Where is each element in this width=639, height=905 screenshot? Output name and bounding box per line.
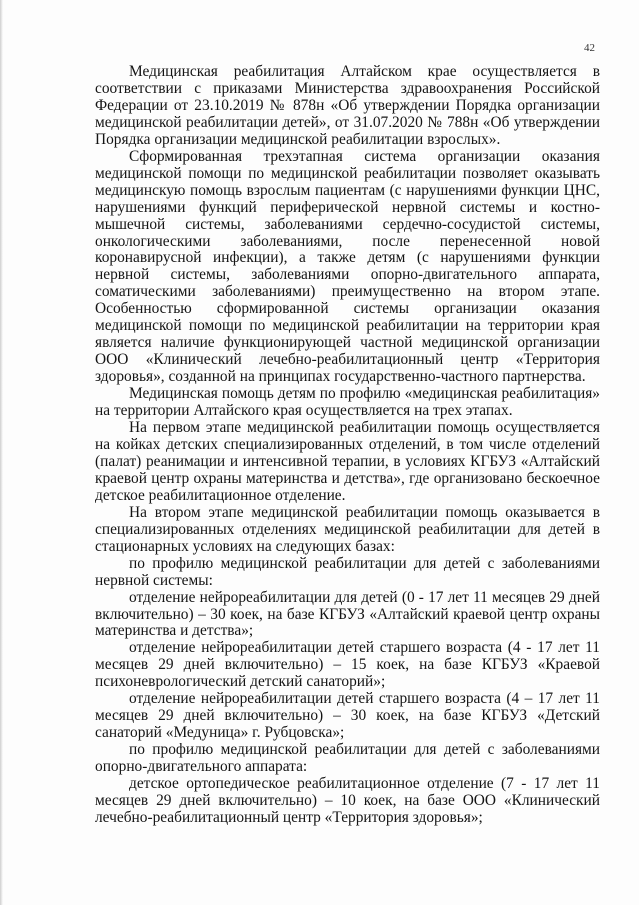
paragraph-musculoskeletal-profile: по профилю медицинской реабилитации для детей с заболеваниями опорно-двигательного аппарата: <box>95 741 600 776</box>
scan-edge-shadow <box>0 0 3 905</box>
paragraph-children-stages: Медицинская помощь детям по профилю «медицинская реабилитация» на территории Алтайского края осуществляется на трех этапах. <box>95 385 600 420</box>
document-body <box>95 64 600 827</box>
paragraph-legal-basis: Медицинская реабилитация Алтайском крае осуществляется в соответствии с приказами Министерства здравоохранения Российской Федерации от 23.10.2019 № 878н «Об утверждении Порядка организации медицинской реабилитации детей», от 31.07.2020 № 788н «Об утверждении Порядка организации медицинской реабилитации взрослых». <box>95 63 600 148</box>
page-number: 42 <box>584 42 595 54</box>
list-item-neuro-dept-2: отделение нейрореабилитации детей старшего возраста (4 - 17 лет 11 месяцев 29 дней включительно) – 15 коек, на базе КГБУЗ «Краевой психоневрологический детский санаторий»; <box>95 639 600 691</box>
paragraph-nervous-system-profile: по профилю медицинской реабилитации для детей с заболеваниями нервной системы: <box>95 554 600 589</box>
list-item-ortho-dept: детское ортопедическое реабилитационное отделение (7 - 17 лет 11 месяцев 29 дней включительно) – 10 коек, на базе ООО «Клинический лечебно-реабилитационный центр «Территория здоровья»; <box>95 775 600 826</box>
list-item-neuro-dept-3: отделение нейрореабилитации детей старшего возраста (4 – 17 лет 11 месяцев 29 дней включительно) – 30 коек, на базе КГБУЗ «Детский санаторий «Медуница» г. Рубцовска»; <box>95 690 600 742</box>
paragraph-first-stage: На первом этапе медицинской реабилитации помощь осуществляется на койках детских специализированных отделений, в том числе отделений (палат) реанимации и интенсивной терапии, в условиях КГБУЗ «Алтайский краевой центр охраны материнства и детства», где организовано бескоечное детское реабилитационное отделение. <box>95 419 600 504</box>
paragraph-second-stage: На втором этапе медицинской реабилитации помощь оказывается в специализированных отделениях медицинской реабилитации для детей в стационарных условиях на следующих базах: <box>95 503 600 555</box>
paragraph-three-stage-system: Сформированная трехэтапная система организации оказания медицинской помощи по медицинской реабилитации позволяет оказывать медицинскую помощь взрослым пациентам (с нарушениями функции ЦНС, нарушениями функций периферической нервной системы и костно-мышечной системы, заболеваниями сердечно-сосудистой системы, онкологическими заболеваниями, после перенесенной новой коронавирусной инфекции), а также детям (с нарушениями функции нервной системы, заболеваниями опорно-двигательного аппарата, соматическими заболеваниями) преимущественно на втором этапе. Особенностью сформированной системы организации оказания медицинской помощи по медицинской реабилитации на территории края является наличие функционирующей частной медицинской организации ООО «Клинический лечебно-реабилитационный центр «Территория здоровья», созданной на принципах государственно-частного партнерства. <box>95 147 600 386</box>
list-item-neuro-dept-1: отделение нейрореабилитации для детей (0 - 17 лет 11 месяцев 29 дней включительно) – 30 коек, на базе КГБУЗ «Алтайский краевой центр охраны материнства и детства»; <box>95 588 600 640</box>
